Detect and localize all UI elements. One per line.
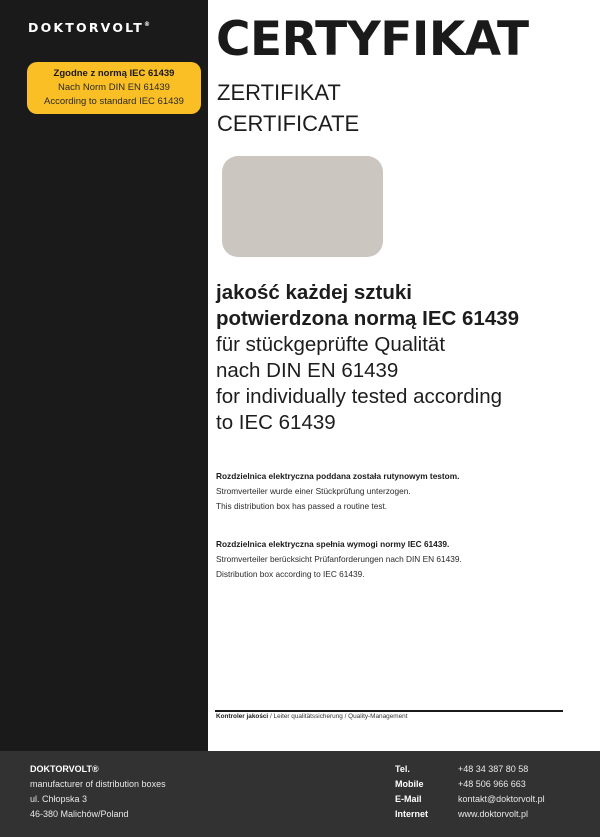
quality-de-line2: nach DIN EN 61439 <box>216 359 399 382</box>
phone-value: +48 34 387 80 58 <box>458 764 529 774</box>
company-address <box>30 762 166 822</box>
quality-pl-line1: jakość każdej sztuki <box>216 281 412 304</box>
left-sidebar <box>0 0 208 751</box>
company-city: 46-380 Malichów/Poland <box>30 809 129 819</box>
contact-email: E-Mail kontakt@doktorvolt.pl <box>395 792 545 807</box>
statement-de: Stromverteiler wurde einer Stückprüfung unterzogen. <box>216 486 411 496</box>
quality-pl-line2: potwierdzona normą IEC 61439 <box>216 307 520 330</box>
quality-en-line1: for individually tested according <box>216 385 503 408</box>
company-tagline: manufacturer of distribution boxes <box>30 779 166 789</box>
norm-badge-de: Nach Norm DIN EN 61439 <box>58 82 170 93</box>
mobile-value: +48 506 966 663 <box>458 779 526 789</box>
statement-pl: Rozdzielnica elektryczna poddana została rutynowym testom. <box>216 471 460 481</box>
quality-de-line1: für stückgeprüfte Qualität <box>216 333 446 356</box>
certificate-subtitle-en: CERTIFICATE <box>217 111 360 136</box>
norm-badge <box>27 62 201 114</box>
footer <box>0 751 600 837</box>
statement-en: This distribution box has passed a routine test. <box>216 501 388 511</box>
norm-compliance-statement <box>216 537 462 582</box>
product-photo-placeholder <box>222 156 383 257</box>
statement-en: Distribution box according to IEC 61439. <box>216 569 365 579</box>
certificate-subtitle-de: ZERTIFIKAT <box>217 80 341 105</box>
quality-statement <box>216 280 596 436</box>
statement-de: Stromverteiler berücksicht Prüfanforderungen nach DIN EN 61439. <box>216 554 462 564</box>
contact-list <box>395 762 545 822</box>
doktorvolt-logo: DOKTORVOLT® <box>28 20 150 35</box>
quality-en-line2: to IEC 61439 <box>216 411 336 434</box>
signature-line <box>215 710 563 712</box>
contact-mobile: Mobile +48 506 966 663 <box>395 777 545 792</box>
statement-pl: Rozdzielnica elektryczna spełnia wymogi normy IEC 61439. <box>216 539 450 549</box>
contact-website: Internet www.doktorvolt.pl <box>395 807 545 822</box>
certificate-title: CERTYFIKAT <box>216 12 529 67</box>
norm-badge-en: According to standard IEC 61439 <box>44 96 184 107</box>
company-name: DOKTORVOLT® <box>30 764 99 774</box>
contact-phone: Tel. +48 34 387 80 58 <box>395 762 545 777</box>
company-street: ul. Chłopska 3 <box>30 794 88 804</box>
signature-label: Kontroler jakości / Leiter qualitätssicherung / Quality-Management <box>216 713 408 720</box>
routine-test-statement <box>216 469 459 514</box>
norm-badge-pl: Zgodne z normą IEC 61439 <box>53 68 175 79</box>
website-value: www.doktorvolt.pl <box>458 809 529 819</box>
email-value: kontakt@doktorvolt.pl <box>458 794 545 804</box>
